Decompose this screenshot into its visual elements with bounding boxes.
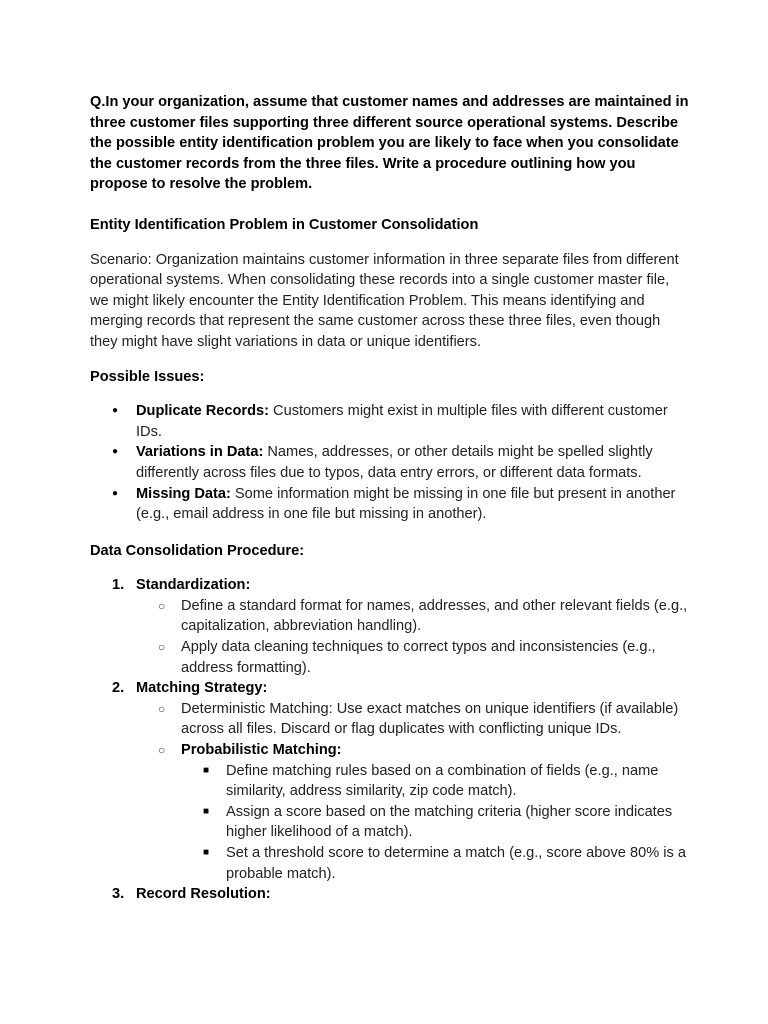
issue-label: Duplicate Records: (136, 403, 269, 420)
issues-list (90, 401, 690, 525)
step-title: Record Resolution: (136, 886, 271, 903)
step-title: Matching Strategy: (136, 680, 268, 697)
issues-heading: Possible Issues: (90, 368, 205, 385)
issue-label: Missing Data: (136, 485, 231, 502)
probabilistic-item: ■ Set a threshold score to determine a match (e.g., score above 80% is a probable match). (181, 843, 690, 884)
issue-text: Names, addresses, or other details might be spelled slightly differently across files due to typos, data entry errors, or different data formats. (136, 444, 653, 481)
procedure-step (90, 884, 690, 905)
issue-item (90, 442, 690, 483)
step-sublist (136, 596, 690, 678)
step-title: Standardization: (136, 577, 251, 594)
scenario-paragraph: Scenario: Organization maintains customer information in three separate files from different operational systems. When consolidating these records into a single customer master file, we might likely encounter the Entity Identification Problem. This means identifying and merging records that represent the same customer across these three files, even though they might have slight variations in data or unique identifiers. (90, 251, 679, 350)
procedure-heading: Data Consolidation Procedure: (90, 542, 305, 559)
probabilistic-list (181, 761, 690, 885)
section-title: Entity Identification Problem in Customer Consolidation (90, 216, 479, 233)
procedure-step (90, 678, 690, 884)
document-content (90, 92, 690, 905)
issue-item (90, 484, 690, 525)
step-subitem (136, 740, 690, 884)
issue-text: Some information might be missing in one file but present in another (e.g., email address in one file but missing in another). (136, 485, 676, 523)
issue-label: Variations in Data: (136, 444, 264, 461)
question-text: Q.In your organization, assume that customer names and addresses are maintained in three customer files supporting three different source operational systems. Describe the possible entity identification problem you are likely to face when you consolidate the customer records from the three files. Write a procedure outlining how you propose to resolve the problem. (90, 94, 689, 193)
step-sublist (136, 699, 690, 884)
step-number: 2. (112, 680, 125, 697)
probabilistic-item: ■ Assign a score based on the matching criteria (higher score indicates higher likelihood of a match). (181, 802, 690, 843)
procedure-steps (90, 575, 690, 905)
step-number: 3. (112, 886, 125, 903)
step-subitem: ○ Define a standard format for names, addresses, and other relevant fields (e.g., capitalization, abbreviation handling). (136, 596, 690, 637)
probabilistic-title: Probabilistic Matching: (181, 742, 342, 759)
procedure-step (90, 575, 690, 678)
step-number: 1. (112, 577, 125, 594)
issue-text: Customers might exist in multiple files with different customer IDs. (136, 403, 668, 440)
step-subitem: ○ Apply data cleaning techniques to correct typos and inconsistencies (e.g., address formatting). (136, 637, 690, 678)
step-subitem: ○ Deterministic Matching: Use exact matches on unique identifiers (if available) across all files. Discard or flag duplicates with conflicting unique IDs. (136, 699, 690, 740)
issue-item (90, 401, 690, 442)
probabilistic-item: ■ Define matching rules based on a combination of fields (e.g., name similarity, address similarity, zip code match). (181, 761, 690, 802)
